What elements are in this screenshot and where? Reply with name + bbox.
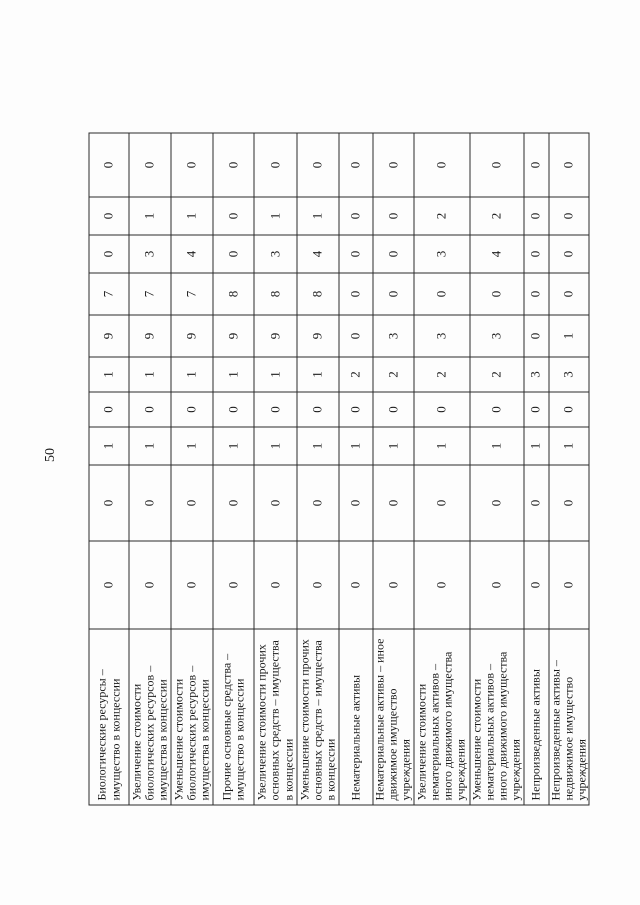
code-cell: 1 — [339, 427, 373, 465]
code-cell: 0 — [339, 315, 373, 357]
code-cell: 0 — [548, 392, 589, 427]
code-cell: 0 — [297, 465, 339, 541]
table-row — [339, 133, 373, 805]
code-cell: 0 — [171, 541, 213, 629]
code-cell: 4 — [469, 235, 523, 273]
code-cell: 3 — [548, 357, 589, 392]
code-cell: 0 — [297, 541, 339, 629]
code-cell: 1 — [129, 357, 171, 392]
code-cell: 0 — [339, 133, 373, 197]
row-label: Непроизведенные активы — [523, 629, 548, 805]
code-cell: 0 — [213, 465, 254, 541]
table-rotator — [88, 133, 588, 805]
code-cell: 0 — [129, 541, 171, 629]
code-cell: 3 — [373, 315, 414, 357]
code-cell: 2 — [373, 357, 414, 392]
code-cell: 1 — [548, 427, 589, 465]
code-cell: 0 — [339, 392, 373, 427]
code-cell: 0 — [548, 273, 589, 315]
code-cell: 0 — [373, 235, 414, 273]
code-cell: 0 — [548, 235, 589, 273]
code-cell: 0 — [523, 315, 548, 357]
code-cell: 7 — [171, 273, 213, 315]
code-cell: 0 — [297, 133, 339, 197]
code-cell: 0 — [373, 197, 414, 235]
code-cell: 0 — [89, 541, 129, 629]
code-cell: 1 — [171, 357, 213, 392]
code-cell: 0 — [339, 541, 373, 629]
code-cell: 1 — [171, 427, 213, 465]
code-cell: 3 — [413, 315, 469, 357]
code-cell: 1 — [297, 357, 339, 392]
code-cell: 8 — [297, 273, 339, 315]
code-cell: 1 — [469, 427, 523, 465]
code-cell: 0 — [373, 541, 414, 629]
code-cell: 0 — [523, 197, 548, 235]
code-cell: 7 — [89, 273, 129, 315]
code-cell: 0 — [297, 392, 339, 427]
code-cell: 0 — [413, 273, 469, 315]
code-cell: 4 — [171, 235, 213, 273]
code-cell: 3 — [254, 235, 297, 273]
code-cell: 1 — [413, 427, 469, 465]
code-cell: 1 — [297, 197, 339, 235]
row-label: Уменьшение стоимости прочих основных средств – имущества в концессии — [297, 629, 339, 805]
code-cell: 1 — [523, 427, 548, 465]
code-cell: 0 — [523, 273, 548, 315]
row-label: Непроизведенные активы – недвижимое имущество учреждения — [548, 629, 589, 805]
code-cell: 0 — [413, 133, 469, 197]
code-cell: 1 — [254, 197, 297, 235]
code-cell: 0 — [469, 541, 523, 629]
code-cell: 0 — [523, 541, 548, 629]
row-label: Уменьшение стоимости биологических ресурсов – имущества в концессии — [171, 629, 213, 805]
code-cell: 0 — [469, 133, 523, 197]
row-label: Нематериальные активы — [339, 629, 373, 805]
code-cell: 2 — [469, 197, 523, 235]
table-row — [413, 133, 469, 805]
code-cell: 0 — [129, 133, 171, 197]
code-cell: 0 — [523, 392, 548, 427]
code-cell: 1 — [213, 427, 254, 465]
code-cell: 0 — [548, 541, 589, 629]
code-cell: 1 — [129, 427, 171, 465]
code-cell: 9 — [254, 315, 297, 357]
code-cell: 0 — [339, 197, 373, 235]
code-cell: 4 — [297, 235, 339, 273]
code-cell: 0 — [171, 465, 213, 541]
table-row — [89, 133, 129, 805]
code-cell: 0 — [254, 465, 297, 541]
row-label: Прочие основные средства – имущество в концессии — [213, 629, 254, 805]
code-cell: 9 — [171, 315, 213, 357]
code-cell: 0 — [523, 235, 548, 273]
code-cell: 9 — [89, 315, 129, 357]
code-cell: 9 — [129, 315, 171, 357]
code-cell: 0 — [89, 465, 129, 541]
code-cell: 8 — [254, 273, 297, 315]
code-cell: 0 — [89, 392, 129, 427]
code-cell: 0 — [254, 392, 297, 427]
code-cell: 3 — [129, 235, 171, 273]
code-cell: 1 — [89, 427, 129, 465]
code-cell: 0 — [469, 465, 523, 541]
code-cell: 0 — [373, 392, 414, 427]
code-cell: 1 — [129, 197, 171, 235]
code-cell: 0 — [89, 197, 129, 235]
code-cell: 0 — [469, 273, 523, 315]
table-row — [523, 133, 548, 805]
code-cell: 3 — [469, 315, 523, 357]
row-label: Увеличение стоимости прочих основных средств – имущества в концессии — [254, 629, 297, 805]
code-cell: 3 — [413, 235, 469, 273]
row-label: Увеличение стоимости биологических ресурсов – имущества в концессии — [129, 629, 171, 805]
code-cell: 0 — [171, 133, 213, 197]
code-cell: 1 — [254, 357, 297, 392]
table-row — [254, 133, 297, 805]
code-cell: 0 — [413, 465, 469, 541]
code-cell: 0 — [548, 197, 589, 235]
code-cell: 8 — [213, 273, 254, 315]
row-label: Биологические ресурсы – имущество в концессии — [89, 629, 129, 805]
code-cell: 0 — [89, 235, 129, 273]
code-cell: 0 — [339, 273, 373, 315]
code-cell: 9 — [213, 315, 254, 357]
code-cell: 0 — [129, 392, 171, 427]
code-cell: 0 — [213, 133, 254, 197]
table-body — [89, 133, 589, 805]
code-cell: 0 — [254, 541, 297, 629]
code-cell: 0 — [523, 465, 548, 541]
code-cell: 9 — [297, 315, 339, 357]
code-cell: 2 — [413, 197, 469, 235]
code-cell: 1 — [297, 427, 339, 465]
code-cell: 0 — [89, 133, 129, 197]
code-cell: 0 — [373, 273, 414, 315]
table-row — [213, 133, 254, 805]
code-cell: 0 — [339, 465, 373, 541]
code-cell: 0 — [548, 465, 589, 541]
code-cell: 1 — [373, 427, 414, 465]
code-cell: 0 — [548, 133, 589, 197]
code-cell: 0 — [129, 465, 171, 541]
code-cell: 1 — [548, 315, 589, 357]
code-cell: 0 — [523, 133, 548, 197]
table-row — [297, 133, 339, 805]
row-label: Увеличение стоимости нематериальных активов – иного движимого имущества учреждения — [413, 629, 469, 805]
page-number: 50 — [43, 448, 58, 462]
code-cell: 0 — [254, 133, 297, 197]
code-cell: 1 — [89, 357, 129, 392]
code-cell: 2 — [469, 357, 523, 392]
accounts-table — [88, 132, 589, 805]
code-cell: 7 — [129, 273, 171, 315]
code-cell: 2 — [339, 357, 373, 392]
code-cell: 0 — [171, 392, 213, 427]
table-row — [171, 133, 213, 805]
code-cell: 0 — [413, 392, 469, 427]
table-row — [548, 133, 589, 805]
code-cell: 0 — [469, 392, 523, 427]
table-row — [373, 133, 414, 805]
code-cell: 0 — [373, 465, 414, 541]
row-label: Уменьшение стоимости нематериальных активов – иного движимого имущества учреждения — [469, 629, 523, 805]
code-cell: 0 — [213, 392, 254, 427]
code-cell: 0 — [339, 235, 373, 273]
table-row — [129, 133, 171, 805]
code-cell: 1 — [171, 197, 213, 235]
code-cell: 0 — [413, 541, 469, 629]
table-row — [469, 133, 523, 805]
code-cell: 2 — [413, 357, 469, 392]
code-cell: 1 — [213, 357, 254, 392]
code-cell: 0 — [213, 197, 254, 235]
code-cell: 0 — [213, 235, 254, 273]
row-label: Нематериальные активы – иное движимое имущество учреждения — [373, 629, 414, 805]
code-cell: 3 — [523, 357, 548, 392]
code-cell: 0 — [213, 541, 254, 629]
code-cell: 1 — [254, 427, 297, 465]
code-cell: 0 — [373, 133, 414, 197]
